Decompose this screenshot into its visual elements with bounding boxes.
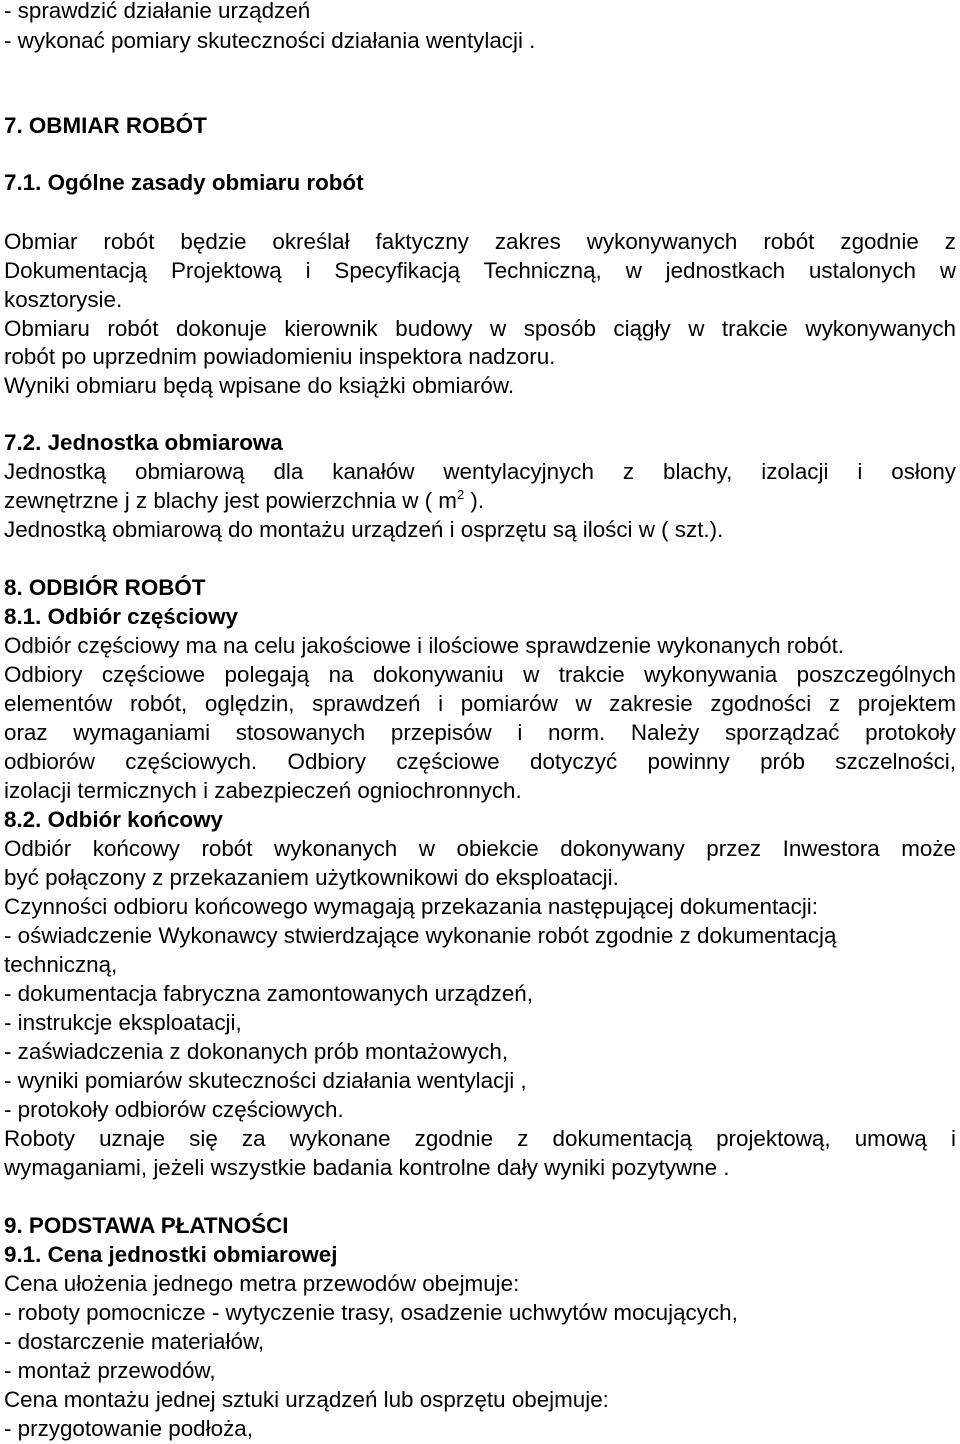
paragraph-line: elementów robót, oględzin, sprawdzeń i pomiarów w zakresie zgodności z projektem — [4, 691, 956, 716]
paragraph-line: Jednostką obmiarową do montażu urządzeń i osprzętu są ilości w ( szt.). — [4, 517, 724, 542]
list-item: - roboty pomocnicze - wytyczenie trasy, osadzenie uchwytów mocujących, — [4, 1300, 738, 1325]
list-item: - montaż przewodów, — [4, 1358, 216, 1383]
paragraph-line: Odbiór końcowy robót wykonanych w obiekcie dokonywany przez Inwestora może — [4, 836, 956, 861]
list-item: - wyniki pomiarów skuteczności działania wentylacji , — [4, 1068, 527, 1093]
section-heading: 8. ODBIÓR ROBÓT — [4, 575, 206, 600]
subsection-heading: 8.2. Odbiór końcowy — [4, 807, 223, 832]
list-item: - przygotowanie podłoża, — [4, 1416, 253, 1441]
paragraph-line: robót po uprzednim powiadomieniu inspektora nadzoru. — [4, 344, 556, 369]
list-item: - zaświadczenia z dokonanych prób montażowych, — [4, 1039, 509, 1064]
subsection-heading: 9.1. Cena jednostki obmiarowej — [4, 1242, 338, 1267]
paragraph-line: Obmiaru robót dokonuje kierownik budowy w sposób ciągły w trakcie wykonywanych — [4, 316, 956, 341]
paragraph-line: Wyniki obmiaru będą wpisane do książki obmiarów. — [4, 373, 515, 398]
unit-text: zewnętrzne j z blachy jest powierzchnia w ( m — [4, 488, 457, 513]
paragraph-line: Cena ułożenia jednego metra przewodów obejmuje: — [4, 1271, 520, 1296]
paragraph-line: izolacji termicznych i zabezpieczeń ogniochronnych. — [4, 778, 522, 803]
paragraph-line: Obmiar robót będzie określał faktyczny zakres wykonywanych robót zgodnie z — [4, 229, 956, 254]
list-item: - wykonać pomiary skuteczności działania wentylacji . — [4, 28, 536, 53]
list-item: - sprawdzić działanie urządzeń — [4, 0, 311, 23]
paragraph-line: Czynności odbioru końcowego wymagają przekazania następującej dokumentacji: — [4, 894, 818, 919]
subsection-heading: 8.1. Odbiór częściowy — [4, 604, 238, 629]
list-item: - protokoły odbiorów częściowych. — [4, 1097, 344, 1122]
list-item: - instrukcje eksploatacji, — [4, 1010, 242, 1035]
paragraph-line: Odbiory częściowe polegają na dokonywaniu w trakcie wykonywania poszczególnych — [4, 662, 956, 687]
paragraph-line: Cena montażu jednej sztuki urządzeń lub osprzętu obejmuje: — [4, 1387, 609, 1412]
subsection-heading: 7.2. Jednostka obmiarowa — [4, 430, 283, 455]
paragraph-line: Odbiór częściowy ma na celu jakościowe i ilościowe sprawdzenie wykonanych robót. — [4, 633, 845, 658]
paragraph-line: odbiorów częściowych. Odbiory częściowe dotyczyć powinny prób szczelności, — [4, 749, 956, 774]
subsection-heading: 7.1. Ogólne zasady obmiaru robót — [4, 170, 364, 195]
paragraph-line: być połączony z przekazaniem użytkownikowi do eksploatacji. — [4, 865, 619, 890]
list-item: techniczną, — [4, 952, 118, 977]
list-item: - oświadczenie Wykonawcy stwierdzające wykonanie robót zgodnie z dokumentacją — [4, 923, 837, 948]
superscript: 2 — [456, 487, 465, 502]
section-heading: 9. PODSTAWA PŁATNOŚCI — [4, 1213, 289, 1238]
list-item: - dostarczenie materiałów, — [4, 1329, 265, 1354]
paragraph-line — [4, 486, 956, 515]
unit-text-end: ). — [464, 488, 485, 513]
paragraph-line: kosztorysie. — [4, 287, 123, 312]
list-item: - dokumentacja fabryczna zamontowanych urządzeń, — [4, 981, 533, 1006]
paragraph-line: wymaganiami, jeżeli wszystkie badania kontrolne dały wyniki pozytywne . — [4, 1155, 730, 1180]
paragraph-line: oraz wymaganiami stosowanych przepisów i norm. Należy sporządzać protokoły — [4, 720, 956, 745]
paragraph-line: Jednostką obmiarową dla kanałów wentylacyjnych z blachy, izolacji i osłony — [4, 459, 956, 484]
section-heading: 7. OBMIAR ROBÓT — [4, 113, 207, 138]
paragraph-line: Dokumentacją Projektową i Specyfikacją Techniczną, w jednostkach ustalonych w — [4, 258, 956, 283]
paragraph-line: Roboty uznaje się za wykonane zgodnie z dokumentacją projektową, umową i — [4, 1126, 956, 1151]
